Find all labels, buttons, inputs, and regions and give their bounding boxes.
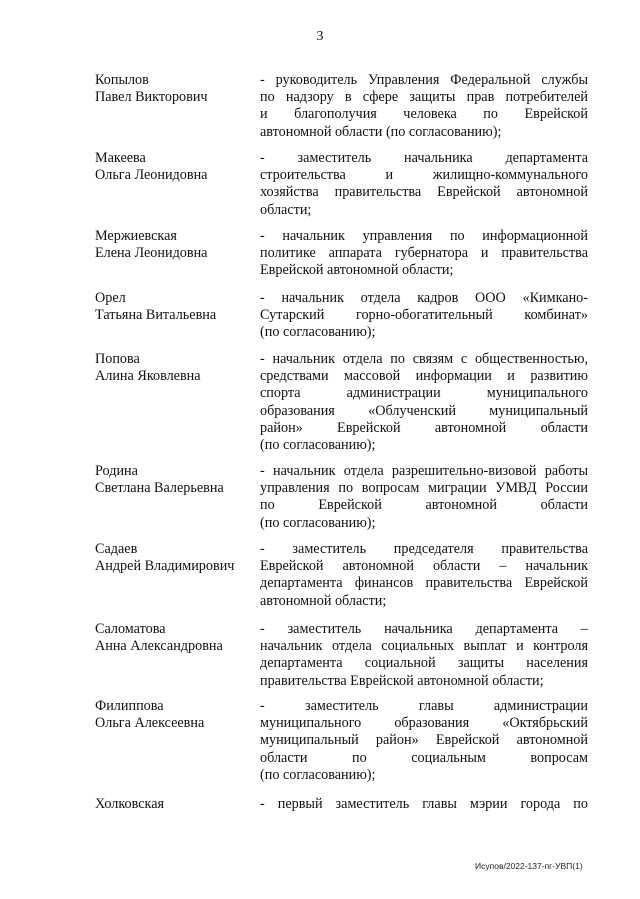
member-role	[260, 541, 588, 610]
role-line: спорта администрации муниципального	[260, 385, 588, 402]
member-role	[260, 698, 588, 784]
member-role	[260, 290, 588, 342]
role-line: хозяйства правительства Еврейской автономной	[260, 184, 588, 201]
member-role	[260, 228, 588, 280]
role-line: - начальник отдела разрешительно-визовой работы	[260, 463, 588, 479]
role-line: по Еврейской автономной области	[260, 497, 588, 514]
role-line: строительства и жилищно-коммунального	[260, 167, 588, 184]
member-role	[260, 351, 588, 454]
member-role	[260, 796, 588, 813]
member-role	[260, 463, 588, 532]
role-line: и благополучия человека по Еврейской	[260, 106, 588, 123]
member-surname: Садаев	[95, 541, 138, 557]
list-item	[95, 228, 590, 290]
member-role	[260, 72, 588, 141]
role-line: - заместитель главы администрации	[260, 698, 588, 714]
role-line: - начальник отдела по связям с общественностью,	[260, 351, 588, 367]
role-line: образования «Облученский муниципальный	[260, 402, 588, 419]
role-line: начальник отдела социальных выплат и контроля	[260, 638, 588, 655]
list-item	[95, 621, 590, 698]
member-surname: Макеева	[95, 150, 146, 166]
role-line: - руководитель Управления Федеральной службы	[260, 72, 588, 88]
member-name	[95, 621, 260, 655]
list-item	[95, 72, 590, 150]
role-line: район» Еврейской автономной области	[260, 419, 588, 436]
role-line: - заместитель начальника департамента	[260, 150, 588, 166]
members-list	[95, 72, 590, 818]
member-given-names: Светлана Валерьевна	[95, 480, 224, 497]
role-line: муниципального образования «Октябрьский	[260, 715, 588, 732]
member-surname: Копылов	[95, 72, 149, 88]
member-name	[95, 150, 260, 184]
role-line: - начальник управления по информационной	[260, 228, 588, 244]
list-item	[95, 150, 590, 228]
member-role	[260, 150, 588, 219]
role-line: департамента финансов правительства Еврейской	[260, 575, 588, 592]
role-line: Еврейской автономной области;	[260, 262, 454, 279]
role-line: автономной области (по согласованию);	[260, 123, 502, 140]
member-role	[260, 621, 588, 690]
member-surname: Филиппова	[95, 698, 164, 714]
role-line: управления по вопросам миграции УМВД России	[260, 480, 588, 497]
member-given-names: Павел Викторович	[95, 89, 208, 106]
role-line: муниципальный район» Еврейской автономной	[260, 732, 588, 749]
member-name	[95, 72, 260, 106]
member-name	[95, 228, 260, 262]
member-surname: Родина	[95, 463, 138, 479]
member-given-names: Татьяна Витальевна	[95, 307, 217, 324]
role-line: (по согласованию);	[260, 514, 376, 531]
role-line: Еврейской автономной области – начальник	[260, 558, 588, 575]
list-item	[95, 541, 590, 621]
role-line: правительства Еврейской автономной области;	[260, 672, 544, 689]
member-given-names: Алина Яковлевна	[95, 368, 201, 385]
role-line: области;	[260, 201, 312, 218]
member-surname: Орел	[95, 290, 126, 306]
member-given-names: Ольга Алексеевна	[95, 715, 205, 732]
role-line: политике аппарата губернатора и правительства	[260, 245, 588, 262]
member-given-names: Анна Александровна	[95, 638, 223, 655]
member-name	[95, 351, 260, 385]
member-given-names: Андрей Владимирович	[95, 558, 235, 575]
role-line: - заместитель начальника департамента –	[260, 621, 588, 637]
role-line: департамента социальной защиты населения	[260, 655, 588, 672]
role-line: (по согласованию);	[260, 324, 376, 341]
member-name	[95, 463, 260, 497]
role-line: (по согласованию);	[260, 766, 376, 783]
member-given-names: Елена Леонидовна	[95, 245, 208, 262]
role-line: - заместитель председателя правительства	[260, 541, 588, 557]
list-item	[95, 698, 590, 796]
member-surname: Саломатова	[95, 621, 166, 637]
role-line: по надзору в сфере защиты прав потребителей	[260, 89, 588, 106]
member-given-names: Ольга Леонидовна	[95, 167, 208, 184]
role-line: области по социальным вопросам	[260, 749, 588, 766]
page-number: 3	[316, 29, 324, 44]
role-line: автономной области;	[260, 592, 387, 609]
list-item	[95, 796, 590, 818]
role-line: - начальник отдела кадров ООО «Кимкано-	[260, 290, 588, 306]
list-item	[95, 463, 590, 541]
document-code: Исупов/2022-137-пг-УВП(1)	[475, 861, 583, 871]
role-line: - первый заместитель главы мэрии города по	[260, 796, 588, 812]
role-line: (по согласованию);	[260, 437, 376, 454]
member-name	[95, 290, 260, 324]
role-line: средствами массовой информации и развитию	[260, 368, 588, 385]
role-line: Сутарский горно-обогатительный комбинат»	[260, 307, 588, 324]
member-surname: Попова	[95, 351, 140, 367]
member-name	[95, 796, 260, 813]
member-name	[95, 698, 260, 732]
member-name	[95, 541, 260, 575]
member-surname: Холковская	[95, 796, 165, 812]
list-item	[95, 351, 590, 463]
list-item	[95, 290, 590, 351]
member-surname: Мержиевская	[95, 228, 177, 244]
